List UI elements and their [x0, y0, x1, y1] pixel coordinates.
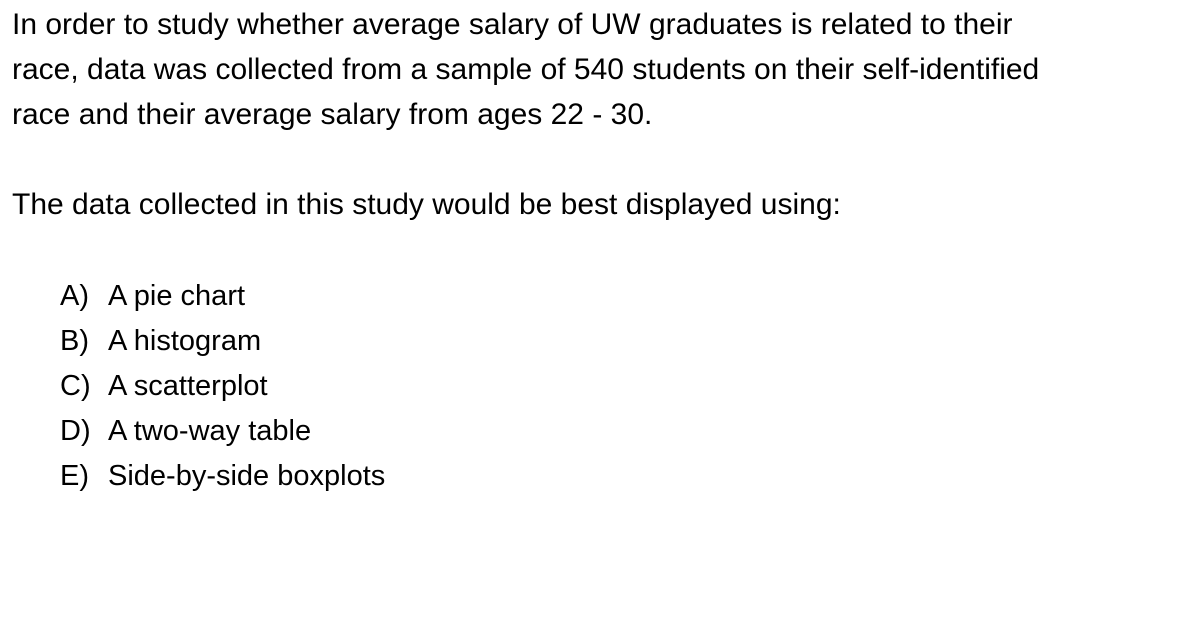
option-text: Side-by-side boxplots	[108, 460, 386, 492]
option-text: A histogram	[108, 325, 262, 357]
option-text: A pie chart	[108, 280, 246, 312]
option-letter: E)	[60, 460, 89, 492]
option-text: A two-way table	[108, 415, 312, 447]
option-letter: D)	[60, 415, 91, 447]
answer-option-b	[60, 319, 385, 364]
question-intro	[12, 2, 1192, 137]
question-prompt: The data collected in this study would be best displayed using:	[12, 188, 841, 221]
answer-options-list	[60, 274, 385, 499]
option-letter: B)	[60, 325, 89, 357]
intro-line-1: In order to study whether average salary of UW graduates is related to their	[12, 8, 1013, 41]
option-letter: A)	[60, 280, 89, 312]
answer-option-a	[60, 274, 385, 319]
answer-option-d	[60, 409, 385, 454]
intro-line-3: race and their average salary from ages 22 - 30.	[12, 98, 653, 131]
answer-option-c	[60, 364, 385, 409]
option-letter: C)	[60, 370, 91, 402]
answer-option-e	[60, 454, 385, 499]
intro-line-2: race, data was collected from a sample of 540 students on their self-identified	[12, 53, 1040, 86]
option-text: A scatterplot	[108, 370, 268, 402]
